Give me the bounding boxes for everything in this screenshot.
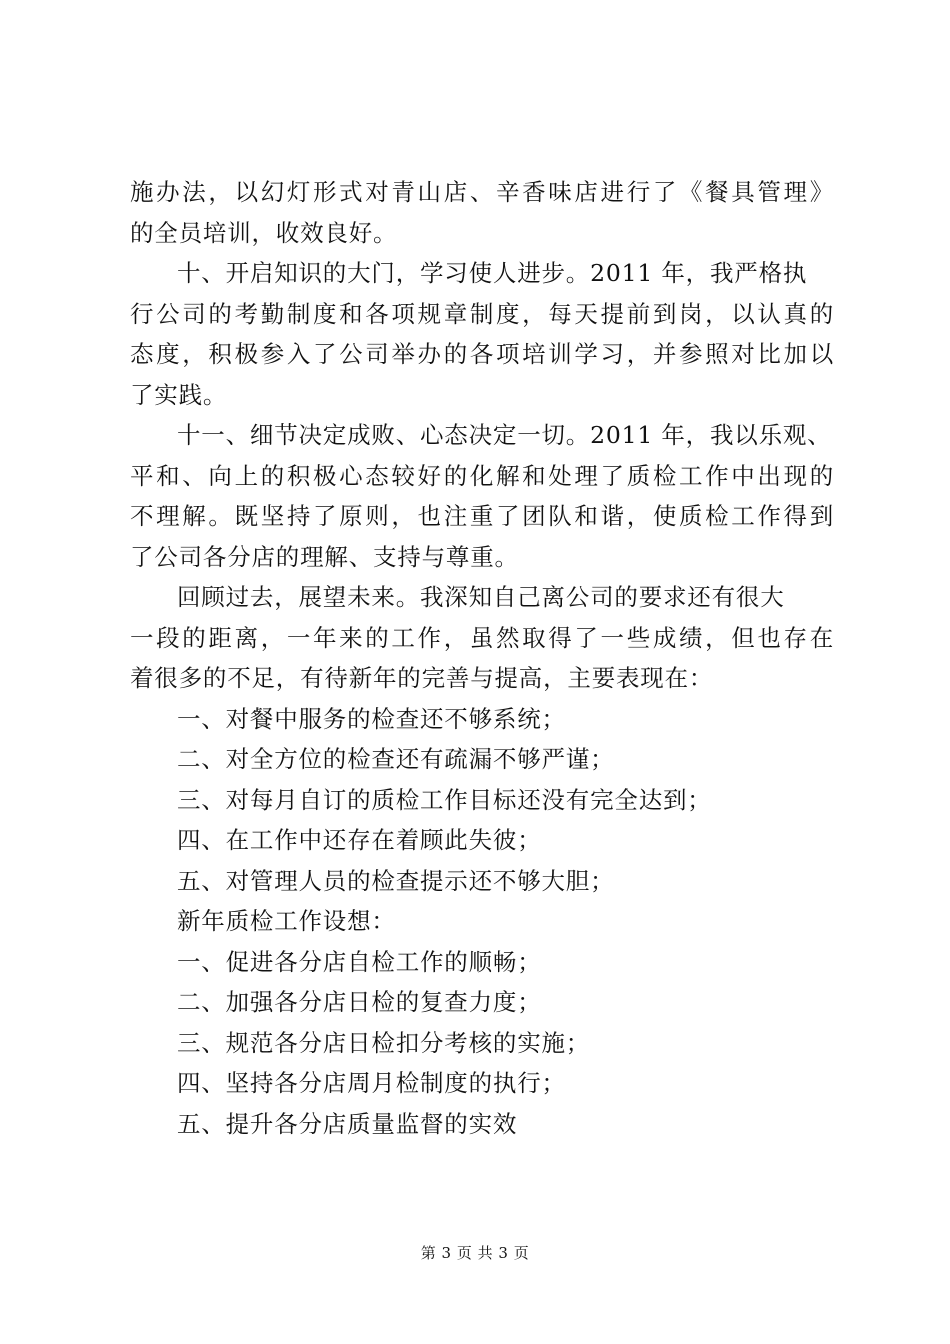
weakness-item-3: 三、对每月自订的质检工作目标还没有完全达到； [177, 785, 712, 814]
body-line-5: 态度，积极参入了公司举办的各项培训学习，并参照对比加以 [130, 340, 834, 368]
plan-item-4: 四、坚持各分店周月检制度的执行； [177, 1069, 566, 1097]
plan-item-3: 三、规范各分店日检扣分考核的实施； [177, 1028, 591, 1057]
document-body [130, 172, 834, 1144]
body-line-13: 着很多的不足，有待新年的完善与提高，主要表现在： [130, 664, 714, 692]
weakness-item-1: 一、对餐中服务的检查还不够系统； [177, 704, 566, 733]
weakness-item-4: 四、在工作中还存在着顾此失彼； [177, 826, 542, 854]
plan-heading: 新年质检工作设想： [177, 907, 396, 935]
body-line-8: 平和、向上的积极心态较好的化解和处理了质检工作中出现的 [130, 461, 834, 490]
body-line-2: 的全员培训，收效良好。 [130, 218, 398, 247]
body-line-6: 了实践。 [130, 380, 228, 409]
plan-item-5: 五、提升各分店质量监督的实效 [177, 1109, 518, 1138]
page-footer: 第 3 页 共 3 页 [420, 1244, 530, 1262]
body-line-10: 了公司各分店的理解、支持与尊重。 [130, 542, 519, 571]
body-line-12: 一段的距离，一年来的工作，虽然取得了一些成绩，但也存在 [130, 623, 834, 652]
weakness-item-5: 五、对管理人员的检查提示还不够大胆； [177, 866, 615, 895]
plan-item-1: 一、促进各分店自检工作的顺畅； [177, 947, 542, 976]
plan-item-2: 二、加强各分店日检的复查力度； [177, 988, 542, 1016]
body-line-11: 回顾过去，展望未来。我深知自己离公司的要求还有很大 [177, 583, 785, 611]
body-line-7: 十一、细节决定成败、心态决定一切。2011 年，我以乐观、 [177, 421, 832, 449]
body-line-9: 不理解。既坚持了原则，也注重了团队和谐，使质检工作得到 [130, 502, 834, 530]
weakness-item-2: 二、对全方位的检查还有疏漏不够严谨； [177, 745, 615, 773]
body-line-1: 施办法，以幻灯形式对青山店、辛香味店进行了《餐具管理》 [130, 178, 834, 206]
body-line-4: 行公司的考勤制度和各项规章制度，每天提前到岗，以认真的 [130, 299, 834, 328]
body-line-3: 十、开启知识的大门，学习使人进步。2011 年，我严格执 [177, 259, 808, 287]
